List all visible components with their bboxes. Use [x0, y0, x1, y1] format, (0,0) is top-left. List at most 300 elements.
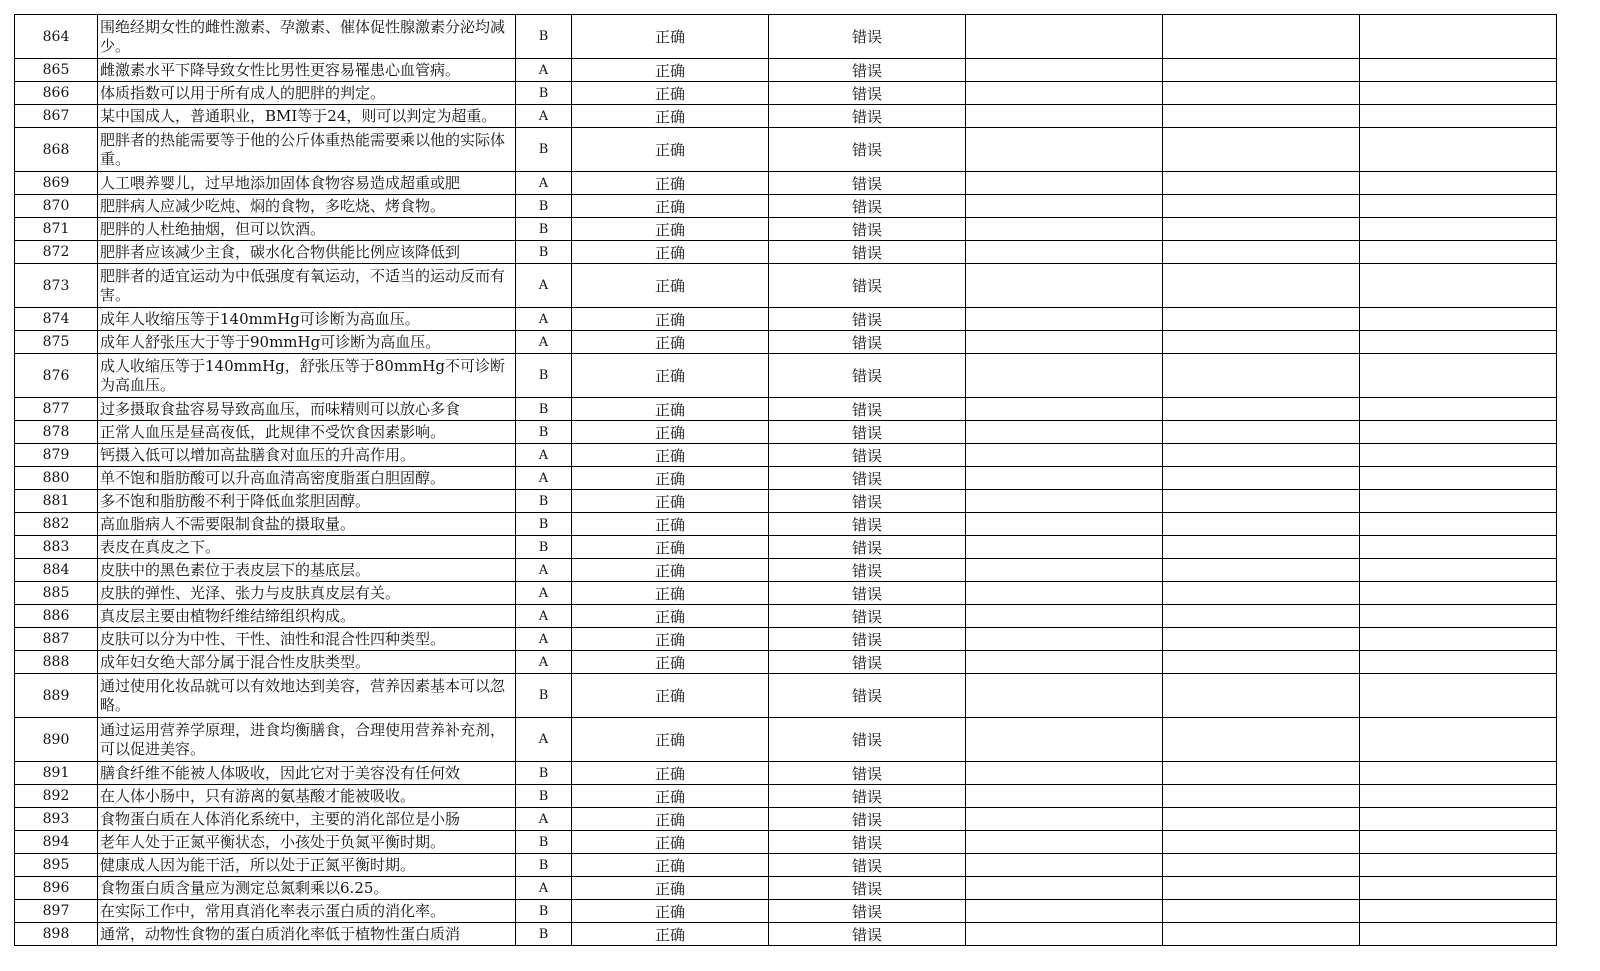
- option-a-cell: 正确: [572, 128, 769, 172]
- empty-cell: [1163, 218, 1360, 241]
- option-a-cell: 正确: [572, 536, 769, 559]
- table-row: [15, 718, 1557, 762]
- option-a-cell: 正确: [572, 762, 769, 785]
- answer-cell: B: [516, 831, 572, 854]
- question-text-cell: 成年人收缩压等于140mmHg可诊断为高血压。: [98, 308, 516, 331]
- question-number-cell: 889: [15, 674, 98, 718]
- empty-cell: [1163, 105, 1360, 128]
- question-number-cell: 873: [15, 264, 98, 308]
- empty-cell: [966, 854, 1163, 877]
- empty-cell: [1163, 82, 1360, 105]
- answer-cell: B: [516, 785, 572, 808]
- question-text-cell: 在实际工作中，常用真消化率表示蛋白质的消化率。: [98, 900, 516, 923]
- empty-cell: [966, 354, 1163, 398]
- answer-cell: B: [516, 15, 572, 59]
- option-b-cell: 错误: [769, 513, 966, 536]
- table-row: [15, 785, 1557, 808]
- option-b-cell: 错误: [769, 785, 966, 808]
- option-b-cell: 错误: [769, 172, 966, 195]
- table-row: [15, 128, 1557, 172]
- table-row: [15, 831, 1557, 854]
- question-number-cell: 885: [15, 582, 98, 605]
- answer-cell: B: [516, 398, 572, 421]
- table-row: [15, 877, 1557, 900]
- option-a-cell: 正确: [572, 582, 769, 605]
- question-text-cell: 肥胖病人应减少吃炖、焖的食物，多吃烧、烤食物。: [98, 195, 516, 218]
- empty-cell: [1163, 923, 1360, 946]
- question-text-cell: 成人收缩压等于140mmHg，舒张压等于80mmHg不可诊断为高血压。: [98, 354, 516, 398]
- option-a-cell: 正确: [572, 651, 769, 674]
- empty-cell: [966, 513, 1163, 536]
- table-row: [15, 651, 1557, 674]
- question-number-cell: 883: [15, 536, 98, 559]
- question-text-cell: 单不饱和脂肪酸可以升高血清高密度脂蛋白胆固醇。: [98, 467, 516, 490]
- empty-cell: [1360, 15, 1557, 59]
- empty-cell: [1360, 900, 1557, 923]
- question-number-cell: 886: [15, 605, 98, 628]
- answer-cell: B: [516, 923, 572, 946]
- option-b-cell: 错误: [769, 718, 966, 762]
- empty-cell: [966, 82, 1163, 105]
- answer-cell: A: [516, 628, 572, 651]
- empty-cell: [1360, 195, 1557, 218]
- answer-cell: A: [516, 105, 572, 128]
- empty-cell: [1163, 354, 1360, 398]
- question-text-cell: 过多摄取食盐容易导致高血压，而味精则可以放心多食: [98, 398, 516, 421]
- question-number-cell: 895: [15, 854, 98, 877]
- table-row: [15, 674, 1557, 718]
- empty-cell: [1360, 421, 1557, 444]
- option-b-cell: 错误: [769, 854, 966, 877]
- option-b-cell: 错误: [769, 218, 966, 241]
- table-row: [15, 536, 1557, 559]
- empty-cell: [966, 674, 1163, 718]
- empty-cell: [966, 398, 1163, 421]
- table-row: [15, 900, 1557, 923]
- option-a-cell: 正确: [572, 105, 769, 128]
- empty-cell: [966, 59, 1163, 82]
- empty-cell: [966, 718, 1163, 762]
- empty-cell: [1360, 513, 1557, 536]
- empty-cell: [1360, 831, 1557, 854]
- empty-cell: [1163, 308, 1360, 331]
- empty-cell: [1163, 559, 1360, 582]
- answer-cell: A: [516, 559, 572, 582]
- question-text-cell: 某中国成人，普通职业，BMI等于24，则可以判定为超重。: [98, 105, 516, 128]
- question-number-cell: 878: [15, 421, 98, 444]
- empty-cell: [1360, 398, 1557, 421]
- answer-cell: B: [516, 241, 572, 264]
- empty-cell: [1163, 195, 1360, 218]
- empty-cell: [1163, 513, 1360, 536]
- empty-cell: [966, 831, 1163, 854]
- answer-cell: A: [516, 308, 572, 331]
- question-number-cell: 879: [15, 444, 98, 467]
- question-text-cell: 皮肤的弹性、光泽、张力与皮肤真皮层有关。: [98, 582, 516, 605]
- question-number-cell: 882: [15, 513, 98, 536]
- option-a-cell: 正确: [572, 15, 769, 59]
- empty-cell: [966, 582, 1163, 605]
- empty-cell: [1163, 651, 1360, 674]
- option-a-cell: 正确: [572, 718, 769, 762]
- empty-cell: [1163, 582, 1360, 605]
- table-row: [15, 172, 1557, 195]
- question-number-cell: 875: [15, 331, 98, 354]
- empty-cell: [966, 651, 1163, 674]
- answer-cell: B: [516, 674, 572, 718]
- empty-cell: [1360, 605, 1557, 628]
- answer-cell: B: [516, 128, 572, 172]
- empty-cell: [966, 172, 1163, 195]
- question-text-cell: 真皮层主要由植物纤维结缔组织构成。: [98, 605, 516, 628]
- answer-cell: B: [516, 536, 572, 559]
- question-text-cell: 食物蛋白质含量应为测定总氮剩乘以6.25。: [98, 877, 516, 900]
- empty-cell: [966, 218, 1163, 241]
- question-text-cell: 皮肤中的黑色素位于表皮层下的基底层。: [98, 559, 516, 582]
- empty-cell: [1163, 900, 1360, 923]
- empty-cell: [1163, 674, 1360, 718]
- answer-cell: A: [516, 59, 572, 82]
- question-text-cell: 多不饱和脂肪酸不利于降低血浆胆固醇。: [98, 490, 516, 513]
- empty-cell: [1360, 264, 1557, 308]
- option-a-cell: 正确: [572, 785, 769, 808]
- question-number-cell: 876: [15, 354, 98, 398]
- question-number-cell: 892: [15, 785, 98, 808]
- answer-cell: B: [516, 195, 572, 218]
- question-text-cell: 健康成人因为能干活，所以处于正氮平衡时期。: [98, 854, 516, 877]
- option-b-cell: 错误: [769, 15, 966, 59]
- option-a-cell: 正确: [572, 808, 769, 831]
- option-a-cell: 正确: [572, 900, 769, 923]
- option-b-cell: 错误: [769, 490, 966, 513]
- question-number-cell: 866: [15, 82, 98, 105]
- answer-cell: A: [516, 582, 572, 605]
- question-number-cell: 884: [15, 559, 98, 582]
- option-b-cell: 错误: [769, 398, 966, 421]
- question-text-cell: 肥胖的人杜绝抽烟，但可以饮酒。: [98, 218, 516, 241]
- empty-cell: [1163, 241, 1360, 264]
- option-b-cell: 错误: [769, 923, 966, 946]
- question-number-cell: 872: [15, 241, 98, 264]
- empty-cell: [1360, 308, 1557, 331]
- empty-cell: [1360, 105, 1557, 128]
- empty-cell: [1163, 831, 1360, 854]
- question-number-cell: 870: [15, 195, 98, 218]
- empty-cell: [1163, 854, 1360, 877]
- empty-cell: [1163, 264, 1360, 308]
- question-text-cell: 肥胖者的适宜运动为中低强度有氧运动，不适当的运动反而有害。: [98, 264, 516, 308]
- question-table: [14, 14, 1557, 946]
- empty-cell: [1360, 82, 1557, 105]
- option-a-cell: 正确: [572, 559, 769, 582]
- empty-cell: [1360, 854, 1557, 877]
- empty-cell: [1360, 354, 1557, 398]
- question-text-cell: 老年人处于正氮平衡状态，小孩处于负氮平衡时期。: [98, 831, 516, 854]
- empty-cell: [1163, 762, 1360, 785]
- question-text-cell: 体质指数可以用于所有成人的肥胖的判定。: [98, 82, 516, 105]
- empty-cell: [1163, 398, 1360, 421]
- option-b-cell: 错误: [769, 674, 966, 718]
- question-text-cell: 雌激素水平下降导致女性比男性更容易罹患心血管病。: [98, 59, 516, 82]
- empty-cell: [966, 605, 1163, 628]
- table-row: [15, 331, 1557, 354]
- option-a-cell: 正确: [572, 628, 769, 651]
- question-number-cell: 888: [15, 651, 98, 674]
- empty-cell: [1360, 559, 1557, 582]
- question-text-cell: 成年妇女绝大部分属于混合性皮肤类型。: [98, 651, 516, 674]
- option-b-cell: 错误: [769, 264, 966, 308]
- empty-cell: [1163, 605, 1360, 628]
- question-number-cell: 880: [15, 467, 98, 490]
- question-number-cell: 897: [15, 900, 98, 923]
- empty-cell: [966, 536, 1163, 559]
- question-text-cell: 食物蛋白质在人体消化系统中，主要的消化部位是小肠: [98, 808, 516, 831]
- empty-cell: [1163, 490, 1360, 513]
- answer-cell: B: [516, 421, 572, 444]
- question-number-cell: 871: [15, 218, 98, 241]
- table-row: [15, 421, 1557, 444]
- question-text-cell: 皮肤可以分为中性、干性、油性和混合性四种类型。: [98, 628, 516, 651]
- option-a-cell: 正确: [572, 82, 769, 105]
- empty-cell: [966, 128, 1163, 172]
- empty-cell: [1360, 808, 1557, 831]
- empty-cell: [1163, 128, 1360, 172]
- option-b-cell: 错误: [769, 444, 966, 467]
- empty-cell: [1360, 718, 1557, 762]
- option-a-cell: 正确: [572, 421, 769, 444]
- empty-cell: [1163, 331, 1360, 354]
- answer-cell: A: [516, 467, 572, 490]
- answer-cell: A: [516, 264, 572, 308]
- question-text-cell: 膳食纤维不能被人体吸收，因此它对于美容没有任何效: [98, 762, 516, 785]
- table-row: [15, 82, 1557, 105]
- empty-cell: [1163, 628, 1360, 651]
- empty-cell: [1360, 331, 1557, 354]
- empty-cell: [1360, 762, 1557, 785]
- option-a-cell: 正确: [572, 923, 769, 946]
- option-b-cell: 错误: [769, 582, 966, 605]
- question-text-cell: 在人体小肠中，只有游离的氨基酸才能被吸收。: [98, 785, 516, 808]
- option-b-cell: 错误: [769, 536, 966, 559]
- answer-cell: B: [516, 354, 572, 398]
- question-text-cell: 通过使用化妆品就可以有效地达到美容，营养因素基本可以忽略。: [98, 674, 516, 718]
- question-number-cell: 877: [15, 398, 98, 421]
- option-a-cell: 正确: [572, 674, 769, 718]
- question-number-cell: 865: [15, 59, 98, 82]
- empty-cell: [1360, 651, 1557, 674]
- question-number-cell: 887: [15, 628, 98, 651]
- empty-cell: [966, 241, 1163, 264]
- empty-cell: [1163, 172, 1360, 195]
- question-number-cell: 890: [15, 718, 98, 762]
- empty-cell: [1163, 15, 1360, 59]
- empty-cell: [966, 559, 1163, 582]
- table-row: [15, 923, 1557, 946]
- answer-cell: B: [516, 854, 572, 877]
- option-a-cell: 正确: [572, 854, 769, 877]
- option-b-cell: 错误: [769, 762, 966, 785]
- table-row: [15, 762, 1557, 785]
- empty-cell: [1360, 877, 1557, 900]
- empty-cell: [1360, 218, 1557, 241]
- empty-cell: [966, 762, 1163, 785]
- empty-cell: [966, 308, 1163, 331]
- empty-cell: [966, 877, 1163, 900]
- empty-cell: [1360, 172, 1557, 195]
- option-a-cell: 正确: [572, 241, 769, 264]
- answer-cell: B: [516, 762, 572, 785]
- answer-cell: A: [516, 651, 572, 674]
- answer-cell: A: [516, 172, 572, 195]
- answer-cell: B: [516, 490, 572, 513]
- table-row: [15, 398, 1557, 421]
- empty-cell: [1163, 467, 1360, 490]
- option-a-cell: 正确: [572, 308, 769, 331]
- option-b-cell: 错误: [769, 331, 966, 354]
- option-b-cell: 错误: [769, 128, 966, 172]
- option-b-cell: 错误: [769, 467, 966, 490]
- question-text-cell: 钙摄入低可以增加高盐膳食对血压的升高作用。: [98, 444, 516, 467]
- option-a-cell: 正确: [572, 218, 769, 241]
- empty-cell: [1163, 444, 1360, 467]
- question-text-cell: 围绝经期女性的雌性激素、孕激素、催体促性腺激素分泌均减少。: [98, 15, 516, 59]
- empty-cell: [1360, 674, 1557, 718]
- answer-cell: A: [516, 444, 572, 467]
- empty-cell: [966, 785, 1163, 808]
- table-row: [15, 195, 1557, 218]
- empty-cell: [1360, 444, 1557, 467]
- option-a-cell: 正确: [572, 467, 769, 490]
- option-b-cell: 错误: [769, 354, 966, 398]
- question-text-cell: 表皮在真皮之下。: [98, 536, 516, 559]
- empty-cell: [1163, 421, 1360, 444]
- empty-cell: [966, 900, 1163, 923]
- answer-cell: A: [516, 808, 572, 831]
- empty-cell: [966, 105, 1163, 128]
- question-text-cell: 通常，动物性食物的蛋白质消化率低于植物性蛋白质消: [98, 923, 516, 946]
- option-b-cell: 错误: [769, 628, 966, 651]
- question-number-cell: 898: [15, 923, 98, 946]
- question-number-cell: 891: [15, 762, 98, 785]
- empty-cell: [1360, 923, 1557, 946]
- empty-cell: [1360, 536, 1557, 559]
- option-a-cell: 正确: [572, 195, 769, 218]
- table-row: [15, 467, 1557, 490]
- table-row: [15, 854, 1557, 877]
- answer-cell: A: [516, 331, 572, 354]
- answer-cell: B: [516, 218, 572, 241]
- empty-cell: [1163, 718, 1360, 762]
- table-row: [15, 605, 1557, 628]
- option-b-cell: 错误: [769, 308, 966, 331]
- table-row: [15, 354, 1557, 398]
- option-a-cell: 正确: [572, 264, 769, 308]
- empty-cell: [966, 808, 1163, 831]
- empty-cell: [966, 15, 1163, 59]
- answer-cell: B: [516, 82, 572, 105]
- table-row: [15, 264, 1557, 308]
- table-row: [15, 490, 1557, 513]
- empty-cell: [1163, 536, 1360, 559]
- table-row: [15, 628, 1557, 651]
- table-row: [15, 218, 1557, 241]
- option-b-cell: 错误: [769, 559, 966, 582]
- option-b-cell: 错误: [769, 808, 966, 831]
- table-row: [15, 308, 1557, 331]
- answer-cell: A: [516, 605, 572, 628]
- empty-cell: [1163, 808, 1360, 831]
- answer-cell: B: [516, 900, 572, 923]
- empty-cell: [1360, 241, 1557, 264]
- question-text-cell: 成年人舒张压大于等于90mmHg可诊断为高血压。: [98, 331, 516, 354]
- question-number-cell: 869: [15, 172, 98, 195]
- empty-cell: [966, 195, 1163, 218]
- table-row: [15, 59, 1557, 82]
- question-text-cell: 通过运用营养学原理，进食均衡膳食，合理使用营养补充剂，可以促进美容。: [98, 718, 516, 762]
- question-number-cell: 896: [15, 877, 98, 900]
- table-row: [15, 582, 1557, 605]
- answer-cell: B: [516, 513, 572, 536]
- question-number-cell: 867: [15, 105, 98, 128]
- question-number-cell: 893: [15, 808, 98, 831]
- question-number-cell: 874: [15, 308, 98, 331]
- empty-cell: [966, 490, 1163, 513]
- table-row: [15, 105, 1557, 128]
- empty-cell: [966, 923, 1163, 946]
- option-b-cell: 错误: [769, 605, 966, 628]
- empty-cell: [1360, 467, 1557, 490]
- table-row: [15, 513, 1557, 536]
- empty-cell: [966, 421, 1163, 444]
- empty-cell: [966, 628, 1163, 651]
- empty-cell: [1360, 59, 1557, 82]
- empty-cell: [1360, 582, 1557, 605]
- empty-cell: [1360, 628, 1557, 651]
- option-a-cell: 正确: [572, 398, 769, 421]
- option-a-cell: 正确: [572, 831, 769, 854]
- answer-cell: A: [516, 718, 572, 762]
- option-b-cell: 错误: [769, 900, 966, 923]
- table-row: [15, 444, 1557, 467]
- option-a-cell: 正确: [572, 59, 769, 82]
- empty-cell: [1360, 490, 1557, 513]
- option-b-cell: 错误: [769, 59, 966, 82]
- option-b-cell: 错误: [769, 105, 966, 128]
- table-row: [15, 559, 1557, 582]
- option-b-cell: 错误: [769, 421, 966, 444]
- question-text-cell: 高血脂病人不需要限制食盐的摄取量。: [98, 513, 516, 536]
- option-b-cell: 错误: [769, 831, 966, 854]
- question-text-cell: 肥胖者的热能需要等于他的公斤体重热能需要乘以他的实际体重。: [98, 128, 516, 172]
- question-text-cell: 正常人血压是昼高夜低，此规律不受饮食因素影响。: [98, 421, 516, 444]
- option-a-cell: 正确: [572, 513, 769, 536]
- empty-cell: [1163, 877, 1360, 900]
- table-row: [15, 15, 1557, 59]
- table-row: [15, 241, 1557, 264]
- question-number-cell: 894: [15, 831, 98, 854]
- question-number-cell: 868: [15, 128, 98, 172]
- empty-cell: [1360, 128, 1557, 172]
- question-text-cell: 肥胖者应该减少主食，碳水化合物供能比例应该降低到: [98, 241, 516, 264]
- empty-cell: [966, 331, 1163, 354]
- empty-cell: [1163, 785, 1360, 808]
- option-b-cell: 错误: [769, 877, 966, 900]
- option-a-cell: 正确: [572, 331, 769, 354]
- question-number-cell: 881: [15, 490, 98, 513]
- option-b-cell: 错误: [769, 241, 966, 264]
- answer-cell: A: [516, 877, 572, 900]
- option-a-cell: 正确: [572, 605, 769, 628]
